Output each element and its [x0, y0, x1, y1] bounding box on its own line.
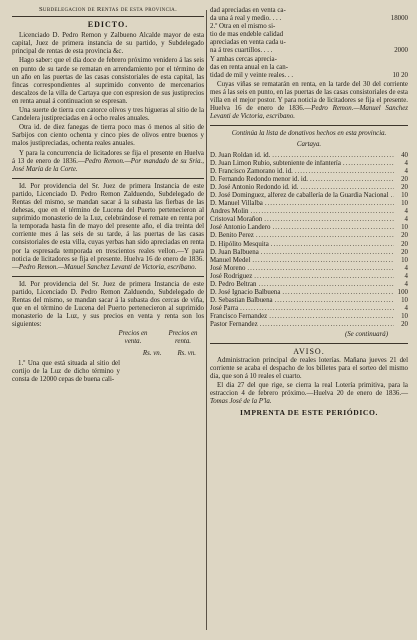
- continuation-line-text: das en renta anual en la can-: [210, 63, 289, 71]
- edicto-item-1: Una suerte de tierra con catorce olivos y tres higueras al sitio de la Candelera justipreciadas en á ocho reales anuales.: [12, 107, 204, 123]
- continuation-line: [210, 15, 408, 23]
- donor-name: D. Juan Roldan id. id.: [210, 151, 271, 159]
- edicto-signature: Pedro Remon.—Por mandado de su Sria., José María de la Corte.: [12, 157, 204, 173]
- donor-amount: 4: [404, 167, 408, 175]
- donor-row: [210, 176, 408, 184]
- price-headers: [12, 330, 204, 346]
- donor-amount: 20: [401, 240, 408, 248]
- donor-row: [210, 168, 408, 176]
- aviso-text: Administracion principal de reales loterías. Mañana jueves 21 del corriente se acaba el despacho de los billetes para el sorteo del mismo dia, que son á 10 reales el cuarto.: [210, 356, 408, 380]
- leader-dots: [271, 241, 394, 249]
- donor-name: José Antonio Landero: [210, 224, 271, 232]
- continuation-line-text: dad apreciadas en venta ca-: [210, 7, 286, 14]
- donor-amount: 10: [401, 256, 408, 264]
- donor-name: D. José Antonio Redondo id. id.: [210, 183, 299, 191]
- donor-row: [210, 273, 408, 281]
- continuation-line: [210, 72, 408, 80]
- donor-row: [210, 160, 408, 168]
- leader-dots: [264, 216, 394, 224]
- donor-amount: 10: [401, 313, 408, 321]
- donor-row: [210, 184, 408, 192]
- donor-name: D. Manuel Villalba: [210, 200, 263, 208]
- vineyard-closing-text: Cuyas viñas se rematarán en renta, en la tarde del 30 del corriente mes á las seis en punto, en las puertas de las casas consistoriales de esta villa en el mejor postor. Y para noticia de licitadores se fija el presente. Huelva 16 de enero de 1836.—: [210, 80, 408, 113]
- donor-name: José Moreno: [210, 264, 246, 272]
- donor-row: [210, 297, 408, 305]
- leader-dots: [300, 184, 394, 192]
- donor-name: Francisco Fernandez: [210, 313, 268, 321]
- continuation-line: [210, 56, 408, 64]
- continuation-line: [210, 7, 408, 15]
- leader-dots: [295, 168, 394, 176]
- separator-rule: [210, 343, 408, 344]
- donor-row: [210, 321, 408, 329]
- donor-row: [210, 200, 408, 208]
- aviso-title: AVISO.: [293, 346, 325, 356]
- left-column: [12, 6, 204, 384]
- continuation-line: [210, 47, 408, 55]
- vineyard-item-1-text: 1.º Una que está situada al sitio del cortijo de la Luz de dicho término y consta de 12000 cepas de buena cali-: [12, 359, 120, 383]
- leader-dots: [247, 265, 394, 273]
- donor-name: D. Juan Limon Rubio, subteniente de infantería: [210, 159, 341, 167]
- leader-dots: [250, 208, 394, 216]
- donor-row: [210, 257, 408, 265]
- edicto2-text: Id. Por providencia del Sr. Juez de primera Instancia de este partido, Licenciado D. Pedro Remon Zalduendo, Subdelegado de Rentas del mismo, se mandan sacar á la subasta las fierbas de las dehesas, que en el término de Lucena del Puerto pertenecieron al suprimido monasterio de la Luz, celebrándose el remate en renta por la temporada hasta fin de mayo del presente año, el dia treinta del corriente mes á las seis de su tarde, á las puertas de las casas consistoriales de esta villa, cuyas yerbas han sido apreciadas en renta por la espresada temporada en trescientos reales vellon.—Y para noticia de licitadores se fija el presente. Huelva 16 de enero de 1836.—: [12, 182, 204, 271]
- continued-note: (Se continuará): [344, 330, 388, 338]
- edicto-intro: Licenciado D. Pedro Remon y Zalbueno Alcalde mayor de esta capital, Juez de primera instancia de su partido, y Subdelegado principal de rentas de esta provincia &c.: [12, 32, 204, 56]
- right-column: [210, 6, 408, 417]
- edicto2-body: [12, 183, 204, 272]
- donations-list: [210, 152, 408, 330]
- donor-name: José Parra: [210, 305, 239, 313]
- leader-dots: [260, 321, 394, 329]
- donor-name: D. Benito Perez: [210, 232, 254, 240]
- donor-name: D. Juan Balbuena: [210, 248, 259, 256]
- continuation-line-text: tio de mas endeble calidad: [210, 31, 284, 39]
- donor-amount: 4: [404, 281, 408, 288]
- edicto2-signature: Pedro Remon.—Manuel Sanchez Levanti de Victoria, escribano.: [18, 263, 197, 271]
- aviso-signature: Tomas José de la P'la.: [210, 398, 272, 406]
- donor-amount: 4: [404, 216, 408, 224]
- continuation-line-amount: 2000: [394, 47, 408, 55]
- separator-rule: [210, 125, 408, 126]
- unit-rent: Rs. vn.: [177, 349, 196, 357]
- leader-dots: [391, 192, 395, 200]
- edicto-body: Hago saber: que el dia doce de febrero próximo venidero á las seis en punto de su tarde se rematan en arrendamiento por el término de un año en las puertas de las casas consistoriales de esta capital, las fincas correspondientes al suprimido convento de mercenarios descalzos de la villa de Cartaya que con espresion de sus justiprecios en renta anual á continuacion se espresan.: [12, 57, 204, 105]
- donor-name: D. Sebastian Balbuena: [210, 297, 273, 305]
- donor-row: [210, 241, 408, 249]
- donor-name: Cristoval Morañon: [210, 216, 263, 224]
- edicto-item-2: Otra id. de diez fanegas de tierra poco mas ó menos al sitio de Sarbijos con ciento ochenta y cinco pies de olivos entre buenos y malos justipreciadas, ochenta reales anuales.: [12, 124, 204, 148]
- donor-amount: 4: [404, 305, 408, 313]
- leader-dots: [272, 152, 394, 160]
- donor-name: Pastor Fernandez: [210, 321, 258, 329]
- donor-amount: 4: [404, 264, 408, 272]
- leader-dots: [265, 200, 394, 208]
- unit-sale: Rs. vn.: [142, 349, 162, 357]
- donations-place: Cartaya.: [296, 141, 322, 149]
- separator-rule: [12, 276, 204, 277]
- continuation-line-text: da una á real y medio. . . .: [210, 15, 282, 23]
- donor-row: [210, 265, 408, 273]
- donor-name: D. José Dominguez, alferez de caballería de la Guardia Nacional: [210, 191, 389, 199]
- edicto-closing-text: Y para la concurrencia de licitadores se fija el presente en Huelva á 13 de enero de 1836.—: [12, 149, 204, 165]
- donor-row: [210, 224, 408, 232]
- donor-name: Manuel Medel: [210, 256, 251, 264]
- edicto-closing: [12, 150, 204, 174]
- donor-row: [210, 289, 408, 297]
- donor-row: [210, 232, 408, 240]
- donor-name: José Rodriguez: [210, 272, 253, 280]
- continuation-line-text: Y ambas cercas aprecia-: [210, 55, 277, 63]
- leader-dots: [261, 249, 394, 257]
- continuation-line-text: apreciadas en venta cada u-: [210, 39, 286, 47]
- leader-dots: [254, 273, 394, 281]
- donor-amount: 40: [401, 151, 408, 159]
- continuation-line-text: 2.º Otra en el mismo si-: [210, 23, 276, 31]
- donor-amount: 10: [401, 297, 408, 305]
- donor-row: [210, 281, 408, 289]
- donor-row: [210, 152, 408, 160]
- leader-dots: [256, 232, 394, 240]
- donor-name: Andres Molin: [210, 208, 249, 216]
- vineyard-closing: [210, 81, 408, 121]
- leader-dots: [310, 176, 394, 184]
- continuation-line-amount: 18000: [390, 15, 408, 23]
- donor-amount: 20: [401, 175, 408, 183]
- donor-amount: 4: [404, 159, 408, 167]
- continuation-line: [210, 23, 408, 31]
- donations-title: Continúa la lista de donativos hechos en esta provincia.: [231, 130, 387, 138]
- leader-dots: [269, 313, 394, 321]
- aviso-text-2-body: El dia 27 del que rige, se cierra la real Lotería primitiva, para la estraccion 4 de febrero próximo.—Huelva 20 de enero de 1836.—: [210, 382, 408, 398]
- donor-amount: 20: [401, 248, 408, 256]
- donor-row: [210, 305, 408, 313]
- donor-row: [210, 192, 408, 200]
- donor-amount: 100: [397, 289, 408, 297]
- aviso-text-2: [210, 382, 408, 406]
- leader-dots: [272, 224, 394, 232]
- donor-amount: 20: [401, 321, 408, 329]
- edicto-title: EDICTO.: [87, 20, 129, 30]
- donor-name: D. Francisco Zamorano id. id.: [210, 167, 293, 175]
- donor-row: [210, 249, 408, 257]
- donor-name: D. José Ignacio Balbuena: [210, 289, 281, 297]
- leader-dots: [252, 257, 394, 265]
- donor-amount: 10: [401, 191, 408, 199]
- price-head-rent: Precios en renta.: [168, 330, 198, 346]
- continuation-line-text: na á tres cuartillos. . . .: [210, 47, 273, 55]
- separator-rule: [12, 178, 204, 179]
- vineyard-item-1: [12, 360, 204, 384]
- donor-row: [210, 216, 408, 224]
- column-divider: [206, 10, 207, 630]
- donor-row: [210, 313, 408, 321]
- leader-dots: [282, 289, 394, 297]
- donor-name: D. Fernando Redondo menor id. id.: [210, 175, 308, 183]
- donor-row: [210, 208, 408, 216]
- continuation-line: [210, 64, 408, 72]
- donor-amount: 10: [401, 200, 408, 208]
- leader-dots: [343, 160, 394, 168]
- donor-amount: 10: [401, 224, 408, 232]
- section-header: Subdelegacion de Rentas de esta provincia.: [12, 6, 204, 17]
- continuation-line-text: tidad de mil y veinte reales. . .: [210, 71, 294, 79]
- donor-amount: 20: [401, 183, 408, 191]
- donor-amount: 4: [404, 208, 408, 216]
- donor-name: D. Pedro Beltran: [210, 281, 257, 288]
- donor-name: D. Hipólito Mesquita: [210, 240, 269, 248]
- continuation-line: [210, 39, 408, 47]
- edicto3-body: Id. Por providencia del Sr. Juez de primera Instancia de este partido, Licenciado D. Pedro Remon Zalduendo, Subdelegado de Rentas del mismo, se mandan sacar á la subasta dos cercas de viña, que en el término de Lucena del Puerto pertenecieron al suprimido monasterio de la Luz, y sus precios en venta y renta son los siguientes:: [12, 280, 204, 329]
- printer-imprint: IMPRENTA DE ESTE PERIÓDICO.: [240, 408, 378, 418]
- donor-amount: 20: [401, 232, 408, 240]
- vineyard-signature: Pedro Remon.—Manuel Sanchez Levanti de Victoria, escribano.: [210, 105, 408, 121]
- price-head-sale: Precios en venta.: [118, 330, 148, 346]
- leader-dots: [240, 305, 394, 313]
- vineyard-continuation: [210, 7, 408, 80]
- leader-dots: [275, 297, 394, 305]
- donor-amount: 4: [404, 272, 408, 280]
- leader-dots: [259, 281, 394, 289]
- continuation-line-amount: 10 20: [392, 71, 408, 79]
- continuation-line: [210, 31, 408, 39]
- price-units: [12, 350, 204, 358]
